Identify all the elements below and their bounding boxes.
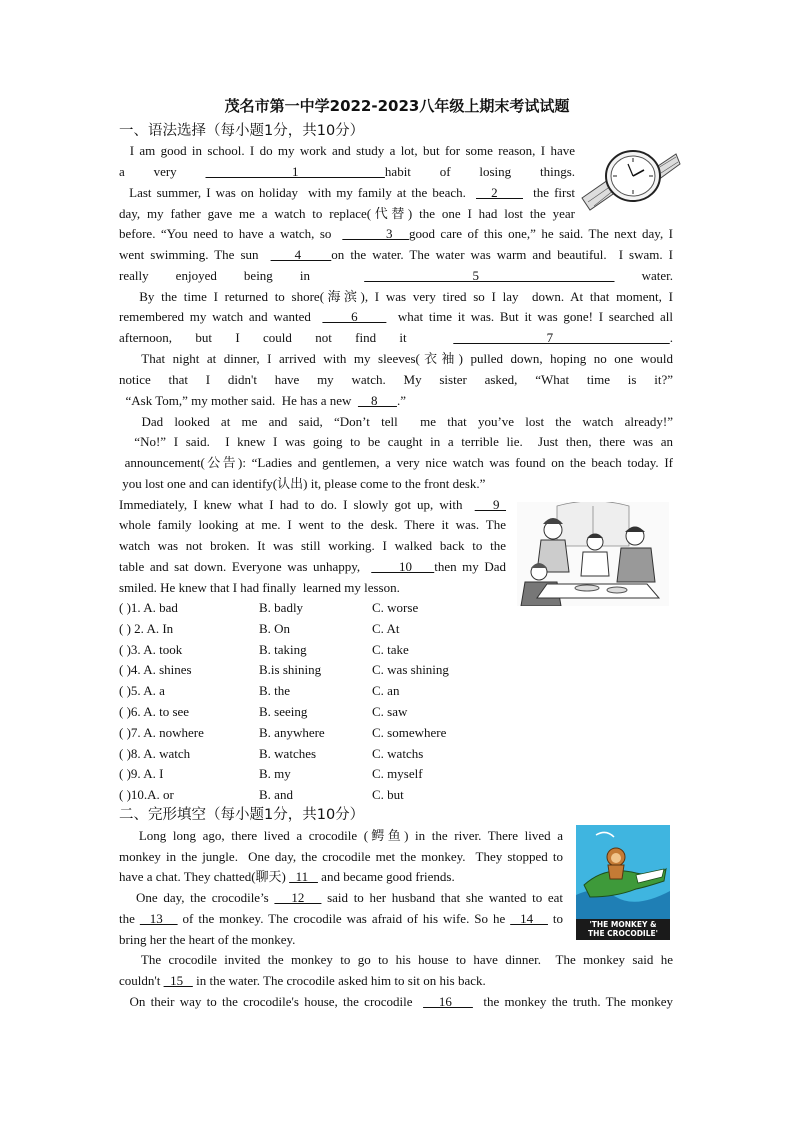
passage-line (119, 226, 673, 241)
option-b: B. the (259, 683, 291, 699)
option-c: C. saw (372, 704, 408, 719)
passage-line (119, 869, 455, 884)
passage-text: . (669, 330, 673, 345)
passage-line (119, 206, 575, 221)
passage-line (119, 973, 486, 988)
passage-line (119, 580, 400, 595)
passage-text: One day, the crocodile’s (119, 890, 275, 905)
question-number[interactable]: ( )7. A. nowhere (119, 724, 204, 740)
passage-text: of the monkey. The crocodile was afraid of his wife. So he (177, 911, 511, 926)
option-c: C. was shining (372, 662, 449, 678)
answer-blank[interactable]: 4 (270, 247, 332, 262)
passage-line (119, 351, 673, 366)
passage-line (119, 185, 575, 200)
passage-line (119, 828, 563, 843)
passage-line (119, 164, 575, 179)
passage-text: announcement(公告): “Ladies and gentlemen, a very nice watch was found on the beach today. If (119, 455, 673, 470)
option-c: C. myself (372, 766, 423, 782)
exam-title: 茂名市第一中学2022-2023八年级上期末考试试题 (224, 97, 570, 115)
option-c: C. watchs (372, 745, 424, 761)
passage-text: on the water. The water was warm and beautiful. I swam. I (331, 247, 673, 262)
passage-text: Dad looked at me and said, “Don’t tell me that you’ve lost the watch already!” (119, 414, 673, 429)
passage-text: you lost one and can identify(认出) it, please come to the front desk.” (119, 476, 486, 491)
passage-line (119, 538, 506, 553)
passage-line (119, 414, 673, 429)
passage-line (119, 268, 673, 283)
passage-text: the first (523, 185, 576, 200)
passage-text: By the time I returned to shore(海滨), I was very tired so I lay down. At that moment, I (119, 289, 673, 304)
passage-text: table and sat down. Everyone was unhappy, (119, 559, 372, 574)
answer-blank[interactable]: 7 (453, 330, 670, 345)
passage-line (119, 330, 673, 345)
family-dinner-illustration (517, 502, 669, 606)
passage-text: Immediately, I knew what I had to do. I slowly got up, with (119, 497, 475, 512)
answer-blank[interactable]: 13 (139, 911, 178, 926)
passage-line (119, 911, 563, 926)
option-b: B. seeing (259, 704, 308, 719)
option-b: B. badly (259, 600, 304, 615)
passage-line (119, 143, 575, 158)
passage-text: I am good in school. I do my work and study a lot, but for some reason, I have (119, 143, 575, 158)
option-b: B. and (259, 787, 293, 803)
passage-text: notice that I didn't have my watch. My sister asked, “What time is it?” (119, 372, 673, 387)
passage-text: in the water. The crocodile asked him to sit on his back. (192, 973, 486, 988)
passage-line (119, 890, 563, 905)
passage-text: have a chat. They chatted(聊天) (119, 869, 290, 884)
question-number[interactable]: ( )8. A. watch (119, 745, 191, 761)
passage-text: smiled. He knew that I had finally learned my lesson. (119, 580, 400, 595)
passage-line (119, 434, 673, 449)
answer-blank[interactable]: 6 (322, 309, 387, 324)
answer-blank[interactable]: 16 (423, 994, 473, 1009)
passage-line (119, 372, 673, 387)
question-number[interactable]: ( )6. A. to see (119, 704, 190, 719)
question-number[interactable]: ( )3. A. took (119, 641, 183, 657)
answer-blank[interactable]: 15 (163, 973, 193, 988)
question-number[interactable]: ( )10.A. or (119, 787, 174, 803)
passage-line (119, 289, 673, 304)
question-number[interactable]: ( ) 2. A. In (119, 620, 174, 636)
answer-blank[interactable]: 10 (371, 559, 435, 574)
option-b: B. my (259, 766, 291, 782)
passage-text: really enjoyed being in (119, 268, 365, 283)
option-b: B. On (259, 620, 291, 636)
passage-line (119, 932, 295, 947)
question-number[interactable]: ( )9. A. I (119, 766, 164, 782)
option-b: B. taking (259, 641, 307, 657)
option-c: C. an (372, 683, 400, 699)
option-c: C. At (372, 620, 400, 636)
answer-blank[interactable]: 14 (510, 911, 548, 926)
crocodile-monkey-image (576, 825, 670, 919)
watch-illustration (578, 140, 682, 216)
passage-text: water. (614, 268, 673, 283)
passage-text: Last summer, I was on holiday with my family at the beach. (119, 185, 476, 200)
passage-line (119, 393, 406, 408)
option-c: C. but (372, 787, 404, 803)
passage-text: couldn't (119, 973, 164, 988)
passage-text: “Ask Tom,” my mother said. He has a new (119, 393, 358, 408)
answer-blank[interactable]: 2 (476, 185, 523, 200)
option-b: B.is shining (259, 662, 322, 678)
passage-text: monkey in the jungle. One day, the crocodile met the monkey. They stopped to (119, 849, 563, 864)
passage-text: a very (119, 164, 206, 179)
question-number[interactable]: ( )1. A. bad (119, 600, 178, 615)
passage-text: said to her husband that she wanted to eat (321, 890, 564, 905)
passage-text: bring her the heart of the monkey. (119, 932, 296, 947)
answer-blank[interactable]: 1 (205, 164, 385, 179)
passage-line (119, 497, 506, 512)
passage-text: the monkey the truth. The monkey (472, 994, 674, 1009)
book-cover-line2: THE CROCODILE' (588, 929, 658, 938)
option-b: B. watches (259, 745, 317, 761)
book-cover-title (576, 919, 670, 940)
option-c: C. worse (372, 600, 419, 615)
passage-text: Long long ago, there lived a crocodile (鳄鱼) in the river. There lived a (119, 828, 563, 843)
answer-blank[interactable]: 12 (274, 890, 322, 905)
passage-text: The crocodile invited the monkey to go to his house to have dinner. The monkey said he (119, 952, 673, 967)
section2-heading: 二、完形填空（每小题1分，共10分） (119, 807, 365, 823)
passage-text: .” (396, 393, 406, 408)
passage-text: day, my father gave me a watch to replace(代替) the one I had lost the year (119, 206, 575, 221)
passage-text: whole family looking at me. I went to the desk. There it was. The (119, 517, 506, 532)
option-b: B. anywhere (259, 724, 325, 740)
passage-line (119, 849, 563, 864)
passage-text: to (547, 911, 564, 926)
passage-text: afternoon, but I could not find it (119, 330, 454, 345)
answer-blank[interactable]: 11 (289, 869, 318, 884)
book-cover-illustration (576, 825, 670, 940)
passage-line (119, 517, 506, 532)
passage-text: went swimming. The sun (119, 247, 271, 262)
passage-text: good care of this one,” he said. The next day, I (408, 226, 674, 241)
passage-text: habit of losing things. (384, 164, 576, 179)
passage-line (119, 994, 673, 1009)
passage-text: remembered my watch and wanted (119, 309, 323, 324)
passage-line (119, 247, 673, 262)
passage-text: watch was not broken. It was still working. I walked back to the (119, 538, 506, 553)
book-cover-line1: 'THE MONKEY & (589, 920, 657, 929)
section1-heading: 一、语法选择（每小题1分，共10分） (119, 123, 365, 139)
passage-text: That night at dinner, I arrived with my sleeves(衣袖) pulled down, hoping no one would (119, 351, 673, 366)
passage-line (119, 476, 485, 491)
passage-text: what time it was. But it was gone! I searched all (386, 309, 674, 324)
answer-blank[interactable]: 3 (342, 226, 409, 241)
passage-line (119, 559, 506, 574)
passage-text: “No!” I said. I knew I was going to be caught in a terrible lie. Just then, there was an (119, 434, 673, 449)
passage-line (119, 952, 673, 967)
passage-line (119, 309, 673, 324)
passage-text: then my Dad (434, 559, 506, 574)
passage-text: the (119, 911, 140, 926)
option-c: C. somewhere (372, 724, 447, 740)
answer-blank[interactable]: 8 (357, 393, 397, 408)
passage-line (119, 455, 673, 470)
answer-blank[interactable]: 9 (474, 497, 507, 512)
passage-text: On their way to the crocodile's house, the crocodile (119, 994, 424, 1009)
passage-text: and became good friends. (317, 869, 455, 884)
passage-text: before. “You need to have a watch, so (119, 226, 343, 241)
option-c: C. take (372, 641, 409, 657)
question-number[interactable]: ( )5. A. a (119, 683, 165, 699)
question-number[interactable]: ( )4. A. shines (119, 662, 192, 678)
answer-blank[interactable]: 5 (364, 268, 615, 283)
